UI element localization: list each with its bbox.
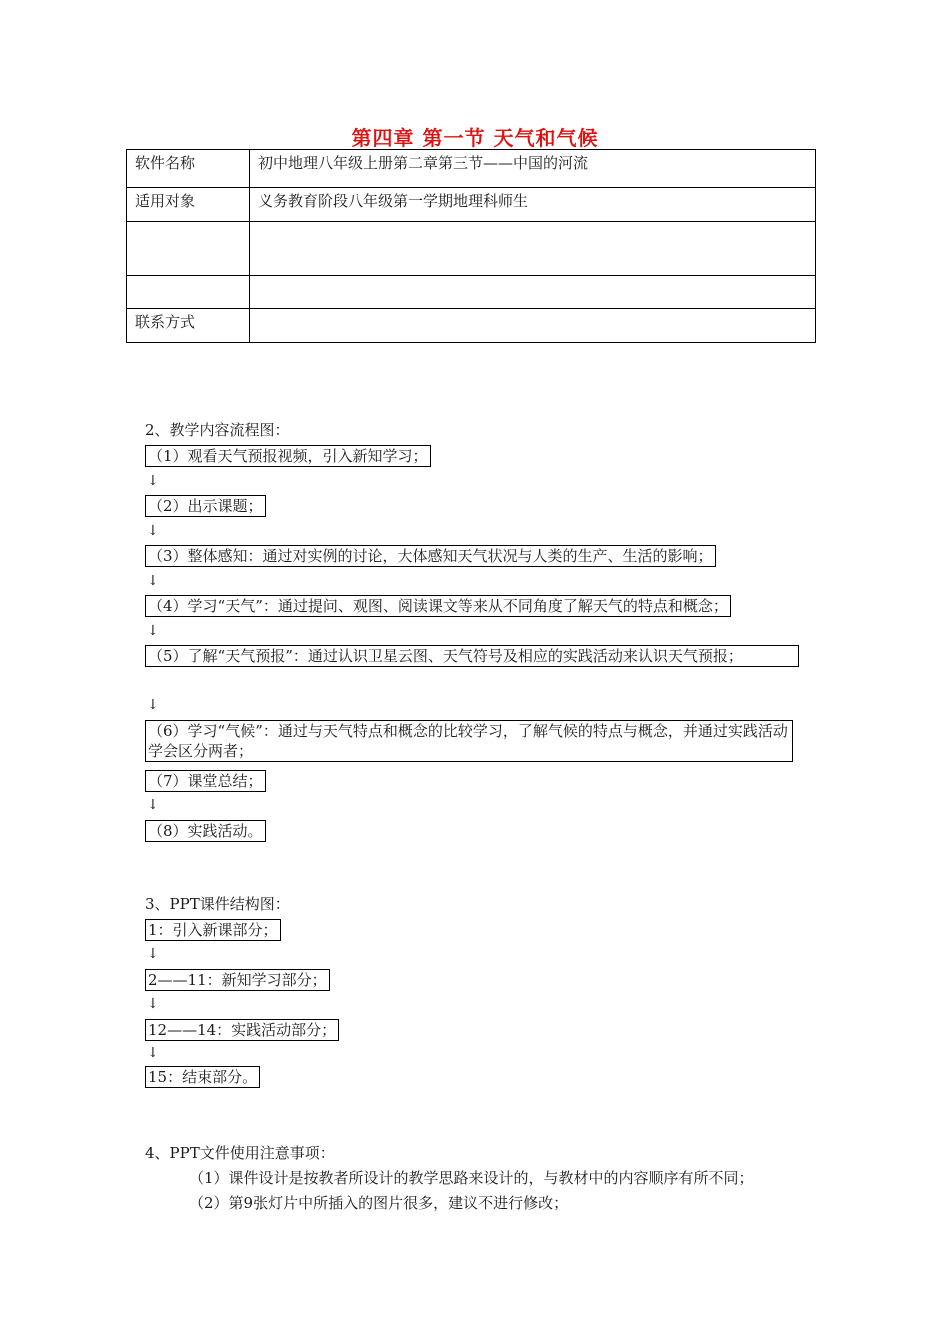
- table-row: [127, 150, 816, 188]
- table-cell-value: 初中地理八年级上册第二章第三节——中国的河流: [250, 150, 816, 188]
- down-arrow-icon: ↓: [147, 946, 159, 962]
- table-cell-key: [127, 276, 250, 309]
- ppt-step-3: 12——14：实践活动部分；: [145, 1019, 339, 1041]
- note-item-1: （1）课件设计是按教者所设计的教学思路来设计的，与教材中的内容顺序有所不同；: [189, 1169, 754, 1187]
- table-cell-value: [250, 309, 816, 343]
- table-cell-value: [250, 276, 816, 309]
- flow-step-8: （8）实践活动。: [145, 820, 266, 842]
- table-cell-key: [127, 222, 250, 276]
- table-cell-value: 义务教育阶段八年级第一学期地理科师生: [250, 188, 816, 222]
- down-arrow-icon: ↓: [147, 573, 159, 589]
- ppt-step-1: 1：引入新课部分；: [145, 919, 281, 941]
- info-table: [126, 149, 816, 343]
- flow-step-1: （1）观看天气预报视频，引入新知学习；: [145, 445, 431, 467]
- down-arrow-icon: ↓: [147, 1045, 159, 1061]
- down-arrow-icon: ↓: [147, 623, 159, 639]
- table-cell-key: 软件名称: [127, 150, 250, 188]
- down-arrow-icon: ↓: [147, 523, 159, 539]
- flow-step-4: （4）学习“天气”：通过提问、观图、阅读课文等来从不同角度了解天气的特点和概念；: [145, 595, 731, 617]
- down-arrow-icon: ↓: [147, 473, 159, 489]
- table-row: [127, 188, 816, 222]
- table-row: [127, 222, 816, 276]
- note-item-2: （2）第9张灯片中所插入的图片很多，建议不进行修改；: [189, 1194, 569, 1212]
- down-arrow-icon: ↓: [147, 996, 159, 1012]
- section-heading-ppt-notes: 4、PPT文件使用注意事项：: [145, 1144, 335, 1162]
- table-cell-key: 适用对象: [127, 188, 250, 222]
- ppt-step-2: 2——11：新知学习部分；: [145, 969, 330, 991]
- section-heading-ppt-structure: 3、PPT课件结构图：: [145, 895, 290, 913]
- section-heading-flow: 2、教学内容流程图：: [145, 421, 290, 439]
- down-arrow-icon: ↓: [147, 797, 159, 813]
- flow-step-5: （5）了解“天气预报”：通过认识卫星云图、天气符号及相应的实践活动来认识天气预报；: [145, 645, 799, 667]
- flow-step-7: （7）课堂总结；: [145, 770, 266, 792]
- flow-step-3: （3）整体感知：通过对实例的讨论，大体感知天气状况与人类的生产、生活的影响；: [145, 545, 716, 567]
- table-row: [127, 276, 816, 309]
- flow-step-6: （6）学习“气候”：通过与天气特点和概念的比较学习，了解气候的特点与概念，并通过实践活动学会区分两者；: [145, 720, 793, 762]
- table-cell-value: [250, 222, 816, 276]
- table-cell-key: 联系方式: [127, 309, 250, 343]
- table-row: [127, 309, 816, 343]
- flow-step-2: （2）出示课题；: [145, 495, 266, 517]
- ppt-step-4: 15：结束部分。: [145, 1066, 260, 1088]
- page-title: 第四章 第一节 天气和气候: [351, 126, 599, 150]
- down-arrow-icon: ↓: [147, 697, 159, 713]
